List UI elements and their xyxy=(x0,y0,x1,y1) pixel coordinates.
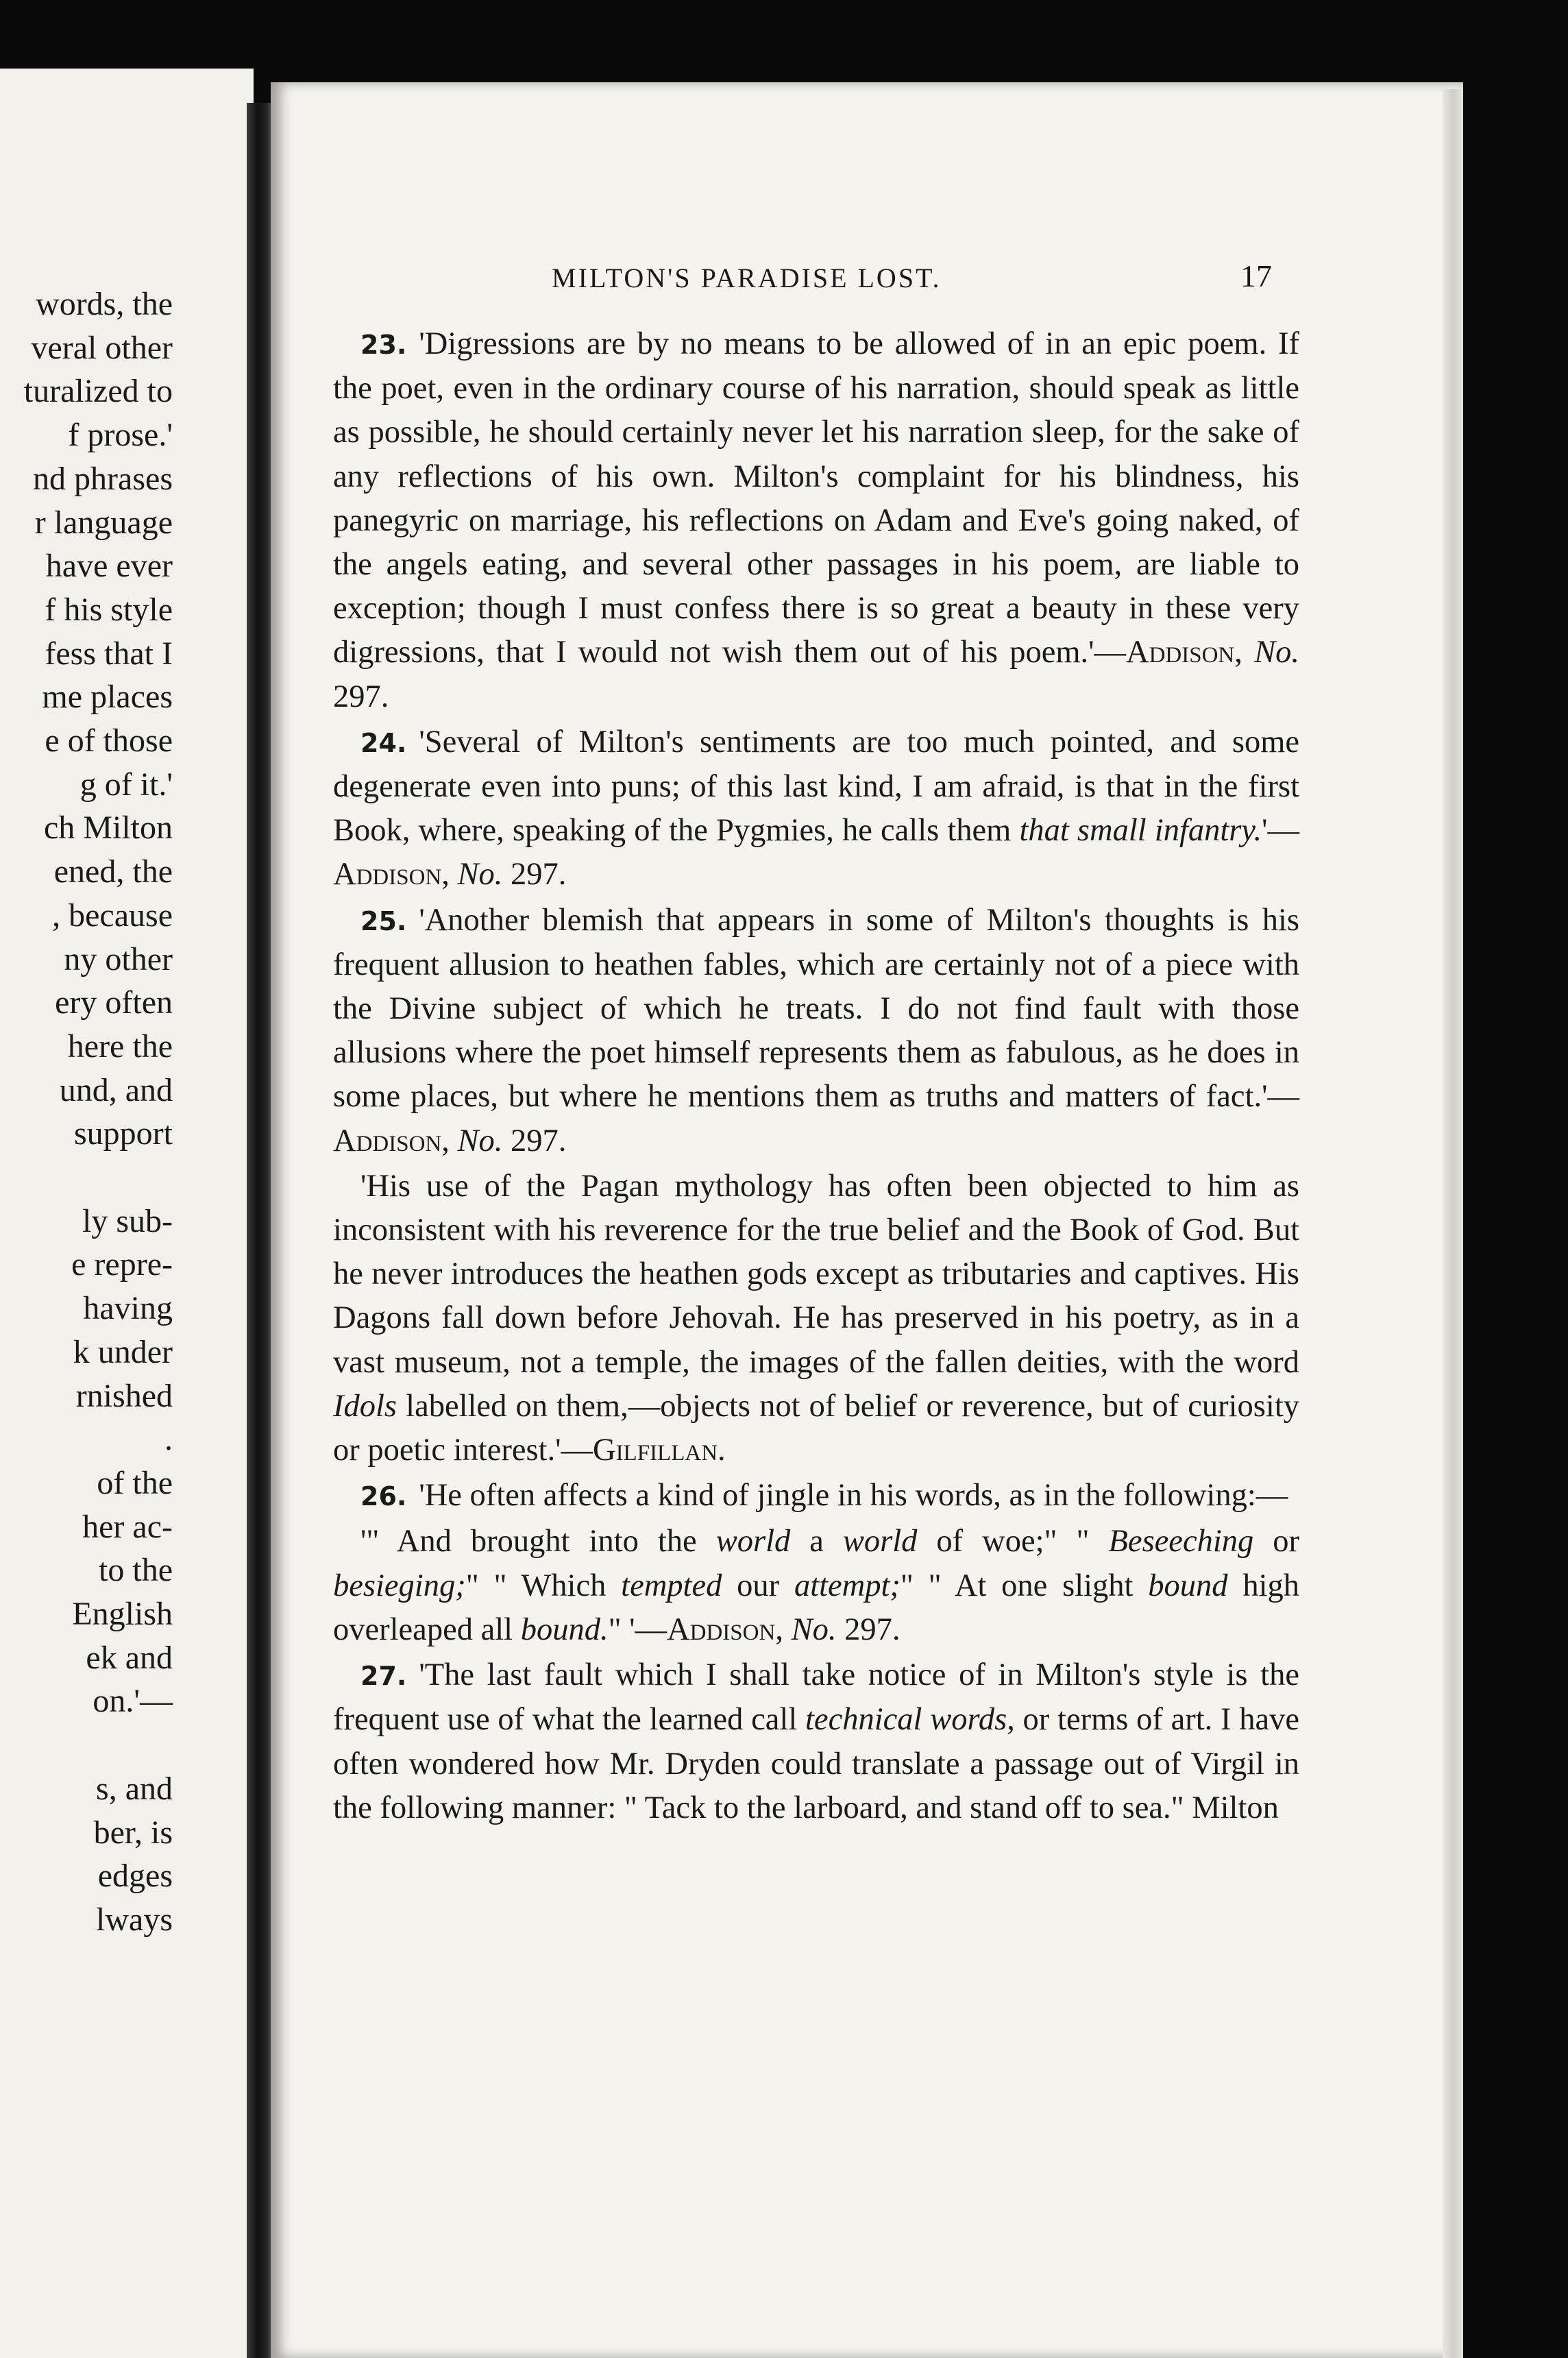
paragraph-23: 23. 'Digressions are by no means to be allowed of in an epic poem. If the poet, even in the ordinary course of his narration, should speak as little as possible, he should certainly never let his narration sleep, for the sake of any reflections of his own. Milton's complaint for his blindness, his panegyric on marriage, his reflections on Adam and Eve's going naked, of the angels eating, and several other passages in his poem, are liable to exception; though I must confess there is so great a beauty in these very digressions, that I would not wish them out of his poem.'—Addison, No. 297. xyxy=(333,326,1300,714)
paragraph-number: 23. xyxy=(360,330,407,360)
left-page-line: ery often xyxy=(55,984,173,1021)
citation-label: No. xyxy=(791,1612,837,1647)
left-page-line: words, the xyxy=(36,286,173,322)
citation-label: No. xyxy=(457,857,503,892)
paragraph-text: 'Several of Milton's sentiments are too much pointed, and some degenerate even into puns; of this last kind, I am afraid, is that in the first Book, where, speaking of the Pygmies, he calls them xyxy=(333,724,1299,849)
citation-number: 297. xyxy=(333,679,389,714)
italic-word: Idols xyxy=(333,1388,397,1424)
left-page-line: me places xyxy=(42,679,173,716)
paragraph-number: 26. xyxy=(360,1481,407,1512)
paragraph-text-end: '— xyxy=(1262,813,1299,849)
citation-author: Addison xyxy=(333,857,442,892)
left-page-line: on.'— xyxy=(93,1683,173,1720)
left-page-line: ber, is xyxy=(93,1814,173,1851)
left-page-line: her ac- xyxy=(82,1508,173,1545)
quote-text: " " At one slight xyxy=(900,1568,1149,1603)
left-page-line: having xyxy=(83,1290,173,1327)
quote-text: of woe;" " xyxy=(917,1524,1109,1559)
paragraph-text-end: or terms of art. I have often wondered how Mr. Dryden could translate a passage out of Virgil in the following manner: " Tack to the larboard, and stand off to sea." Milton xyxy=(333,1702,1299,1825)
citation-author: Gilfillan. xyxy=(592,1433,726,1468)
left-page-line: und, and xyxy=(59,1071,173,1108)
citation-author: Addison xyxy=(667,1612,776,1647)
italic-phrase: technical words, xyxy=(805,1702,1015,1738)
left-page-line: f his style xyxy=(45,591,173,628)
quote-italic: world xyxy=(842,1524,918,1559)
quote-text: a xyxy=(790,1524,843,1559)
paragraph-text: 'He often affects a kind of jingle in his words, as in the following:— xyxy=(419,1478,1288,1514)
left-page-line: ened, the xyxy=(53,853,173,890)
paragraph-26-quote: '" And brought into the world a world of woe;" " Beseeching or besieging;" " Which tempted our attempt;" " At one slight bound high overleaped all bound." '—Addison, No. 297. xyxy=(333,1524,1300,1647)
quote-text: high overleaped all xyxy=(333,1568,1299,1647)
paragraph-text: 'Another blemish that appears in some of Milton's thoughts is his frequent allusion to heathen fables, which are certainly not of a piece with the Divine subject of which he treats. I do not find fault with those allusions where the poet himself represents them as fabulous, as he does in some places, but where he mentions them as truths and matters of fact.'— xyxy=(333,902,1299,1115)
quote-text: our xyxy=(722,1568,794,1603)
paragraph-text: 'His use of the Pagan mythology has often been objected to him as inconsistent with his reverence for the true belief and the Book of God. But he never introduces the heathen gods except as tributaries and captives. His Dagons fall down before Jehovah. He has preserved in his poetry, as in a vast museum, not a temple, the images of the fallen deities, with the word xyxy=(333,1168,1299,1380)
left-page-line: ek and xyxy=(86,1639,173,1676)
left-page-line: . xyxy=(164,1421,173,1458)
citation-label: No. xyxy=(457,1123,503,1158)
left-page-line: r language xyxy=(34,504,173,541)
left-page-line: have ever xyxy=(45,548,173,585)
left-page-line: nd phrases xyxy=(33,460,173,497)
citation-number: 297. xyxy=(511,1123,567,1158)
book-gutter xyxy=(247,103,274,2358)
body-text xyxy=(333,322,1299,1832)
left-page-line: support xyxy=(74,1115,173,1152)
left-page-line: English xyxy=(72,1596,173,1632)
left-page-line: e repre- xyxy=(71,1246,173,1283)
italic-phrase: that small infantry. xyxy=(1019,813,1262,849)
quote-italic: attempt; xyxy=(794,1568,901,1603)
left-page-line: veral other xyxy=(31,329,173,366)
quote-italic: tempted xyxy=(621,1568,722,1603)
paragraph-number: 25. xyxy=(360,905,407,936)
quote-italic: world xyxy=(715,1524,791,1559)
left-page-line: e of those xyxy=(45,722,173,759)
left-page-line: here the xyxy=(67,1028,173,1065)
left-page-line: , because xyxy=(52,897,173,934)
paragraph-text-end: labelled on them,—objects not of belief or reverence, but of curiosity or poetic interest.'— xyxy=(333,1388,1299,1468)
paragraph-26 xyxy=(333,1474,1299,1518)
left-page-line: ny other xyxy=(64,940,173,977)
quote-italic: besieging; xyxy=(333,1568,466,1603)
left-page-line: k under xyxy=(73,1333,173,1370)
quote-italic: bound xyxy=(1148,1568,1228,1603)
citation-label: No. xyxy=(1254,635,1300,670)
left-page-line: of the xyxy=(97,1464,173,1501)
paragraph-text: 'Digressions are by no means to be allowed of in an epic poem. If the poet, even in the ordinary course of his narration, should speak as little as possible, he should certainly never let his narration sleep, for the sake of any reflections of his own. Milton's complaint for his blindness, his panegyric on marriage, his reflections on Adam and Eve's going naked, of the angels eating, and several other passages in his poem, are liable to exception; though I must confess there is so great a beauty in these very digressions, that I would not wish them out of his poem.'— xyxy=(333,326,1299,670)
paragraph-27 xyxy=(333,1653,1299,1830)
quote-italic: bound. xyxy=(520,1612,609,1647)
quote-text: '" And brought into the xyxy=(360,1524,716,1559)
paragraph-gilfillan xyxy=(333,1165,1299,1472)
quote-text: " " Which xyxy=(465,1568,622,1603)
left-page-line: turalized to xyxy=(23,373,173,410)
left-page-line: rnished xyxy=(75,1377,173,1414)
left-page-line: g of it.' xyxy=(79,766,173,803)
paragraph-24: 24. 'Several of Milton's sentiments are too much pointed, and some degenerate even into puns; of this last kind, I am afraid, is that in the first Book, where, speaking of the Pygmies, he calls them that small infantry.'—Addison, No. 297. xyxy=(333,724,1299,892)
quote-text: " '— xyxy=(608,1612,667,1647)
left-page-line: f prose.' xyxy=(68,417,173,454)
citation-author: Addison xyxy=(333,1123,442,1158)
left-page-line: ly sub- xyxy=(82,1202,173,1239)
page-number: 17 xyxy=(1240,258,1272,293)
paragraph-number: 24. xyxy=(360,727,407,758)
left-page-line: fess that I xyxy=(45,635,173,672)
left-page-line: lways xyxy=(96,1901,173,1938)
quote-text: or xyxy=(1253,1524,1300,1559)
citation-number: 297. xyxy=(511,857,567,892)
running-head: MILTON'S PARADISE LOST. xyxy=(552,263,942,293)
left-page-line: edges xyxy=(97,1858,173,1895)
page-edge xyxy=(1443,89,1463,2358)
quote-italic: Beseeching xyxy=(1108,1524,1254,1559)
paragraph-text: 'The last fault which I shall take notice of in Milton's style is the frequent use of what the learned call xyxy=(333,1657,1299,1738)
left-page-line: to the xyxy=(99,1552,173,1589)
citation-number: 297. xyxy=(844,1612,901,1647)
citation-author: Addison xyxy=(1126,635,1235,670)
left-page-line: s, and xyxy=(96,1770,173,1807)
left-page-fragment xyxy=(0,69,254,2358)
left-page-line: ch Milton xyxy=(44,810,173,847)
paragraph-25: 25. 'Another blemish that appears in some of Milton's thoughts is his frequent allusion to heathen fables, which are certainly not of a piece with the Divine subject of which he treats. I do not find fault with those allusions where the poet himself represents them as fabulous, as he does in some places, but where he mentions them as truths and matters of fact.'—Addison, No. 297. xyxy=(333,902,1299,1158)
paragraph-number: 27. xyxy=(360,1661,407,1692)
